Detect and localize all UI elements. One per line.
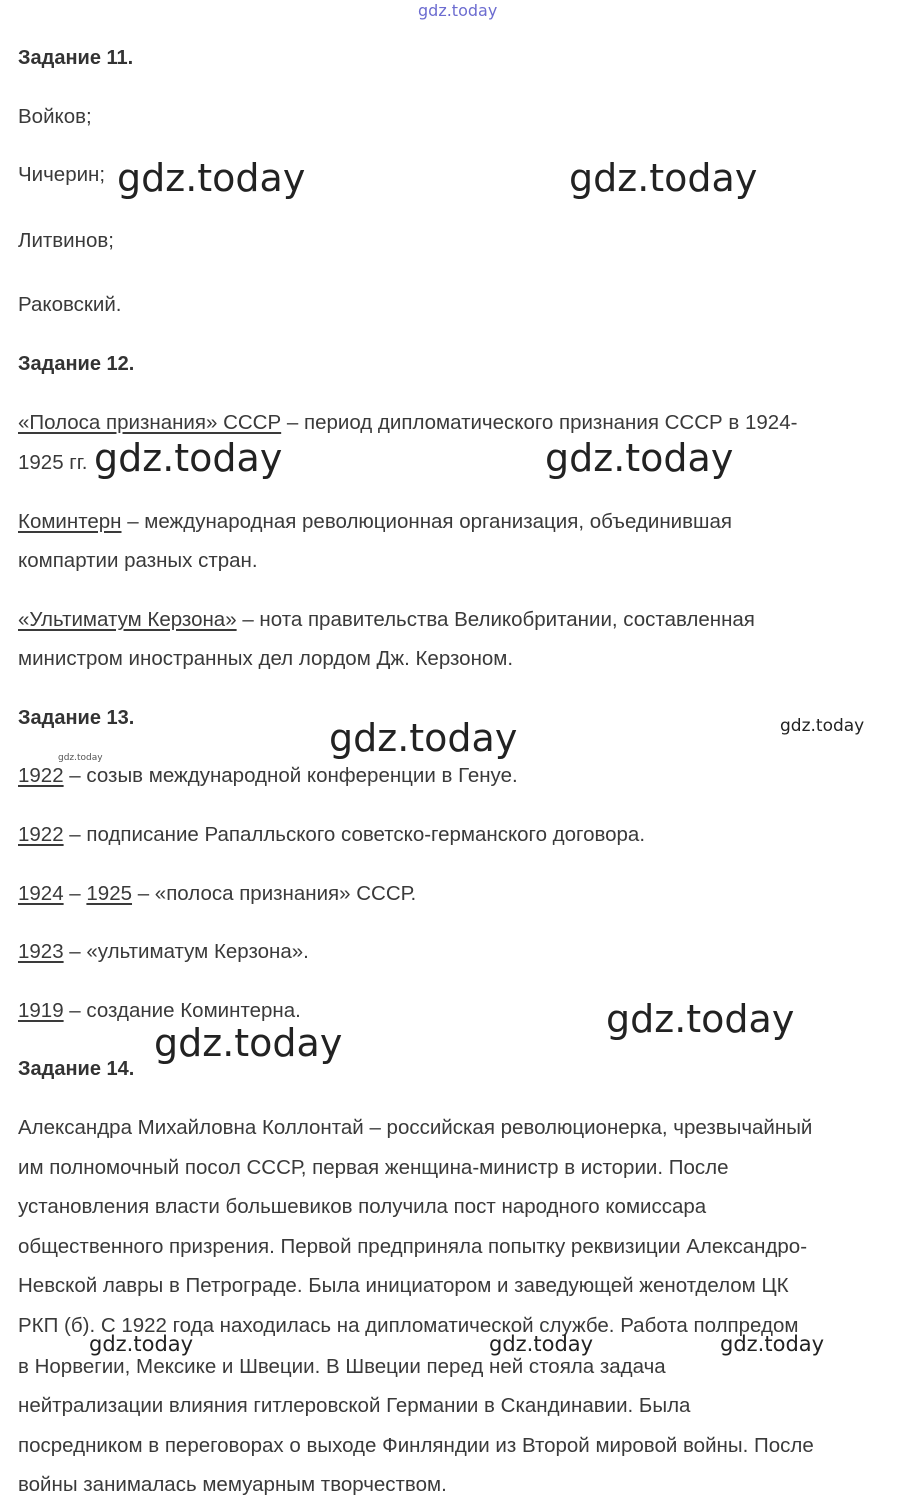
timeline-event — [18, 999, 301, 1023]
event-year-end: 1925 — [86, 882, 133, 905]
watermark: gdz.today — [117, 156, 306, 200]
watermark-top: gdz.today — [418, 1, 498, 20]
task-11-name: Войков; — [18, 105, 92, 128]
paragraph-line: в Норвегии, Мексике и Швеции. В Швеции перед ней стояла задача — [18, 1355, 666, 1378]
paragraph-line: РКП (б). С 1922 года находилась на дипломатической службе. Работа полпредом — [18, 1314, 799, 1337]
watermark: gdz.today — [489, 1332, 594, 1356]
event-text: – «полоса признания» СССР. — [132, 882, 417, 905]
definition-text: – нота правительства Великобритании, составленная — [236, 608, 755, 631]
watermark: gdz.today — [720, 1332, 825, 1356]
definition-term: Коминтерн — [18, 510, 122, 533]
paragraph-line: Невской лавры в Петрограде. Была инициатором и заведующей женотделом ЦК — [18, 1274, 789, 1297]
definition-text: – международная революционная организация, объединившая — [121, 510, 732, 533]
watermark: gdz.today — [606, 997, 795, 1041]
watermark: gdz.today — [154, 1021, 343, 1065]
watermark: gdz.today — [329, 716, 518, 760]
paragraph-line: посредником в переговорах о выходе Финляндии из Второй мировой войны. После — [18, 1434, 814, 1457]
watermark: gdz.today — [569, 156, 758, 200]
event-year: 1924 — [18, 882, 64, 905]
watermark: gdz.today — [58, 753, 103, 763]
task-11-name: Чичерин; — [18, 163, 106, 186]
event-year: 1919 — [18, 999, 64, 1022]
event-year: 1922 — [18, 764, 64, 787]
task-11-heading: Задание 11. — [18, 47, 134, 69]
definition-term: «Полоса признания» СССР — [18, 411, 282, 434]
event-text: – создание Коминтерна. — [63, 999, 301, 1022]
task-13-heading: Задание 13. — [18, 707, 135, 729]
definition-line — [18, 608, 755, 632]
event-text: – «ультиматум Керзона». — [63, 940, 309, 963]
definition-line: компартии разных стран. — [18, 549, 258, 572]
definition-line — [18, 411, 797, 435]
paragraph-line: им полномочный посол СССР, первая женщина-министр в истории. После — [18, 1156, 729, 1179]
watermark: gdz.today — [89, 1332, 194, 1356]
timeline-event — [18, 823, 645, 847]
task-12-heading: Задание 12. — [18, 353, 135, 375]
timeline-event — [18, 764, 518, 788]
event-text: – подписание Рапалльского советско-германского договора. — [63, 823, 646, 846]
definition-line: 1925 гг. — [18, 451, 88, 474]
paragraph-line: Александра Михайловна Коллонтай – российская революционерка, чрезвычайный — [18, 1116, 813, 1139]
task-11-name: Литвинов; — [18, 229, 114, 252]
task-11-name: Раковский. — [18, 293, 122, 316]
timeline-event — [18, 882, 416, 906]
watermark: gdz.today — [94, 436, 283, 480]
definition-text: – период дипломатического признания СССР в 1924- — [281, 411, 798, 434]
definition-line: министром иностранных дел лордом Дж. Керзоном. — [18, 647, 514, 670]
watermark: gdz.today — [545, 436, 734, 480]
definition-line — [18, 510, 732, 534]
event-dash: – — [63, 882, 87, 905]
definition-term: «Ультиматум Керзона» — [18, 608, 237, 631]
task-14-heading: Задание 14. — [18, 1058, 135, 1080]
paragraph-line: войны занималась мемуарным творчеством. — [18, 1473, 447, 1496]
paragraph-line: общественного призрения. Первой предприняла попытку реквизиции Александро- — [18, 1235, 808, 1258]
event-text: – созыв международной конференции в Генуе. — [63, 764, 518, 787]
paragraph-line: установления власти большевиков получила пост народного комиссара — [18, 1195, 707, 1218]
timeline-event — [18, 940, 309, 964]
event-year: 1922 — [18, 823, 64, 846]
paragraph-line: нейтрализации влияния гитлеровской Германии в Скандинавии. Была — [18, 1394, 691, 1417]
event-year: 1923 — [18, 940, 64, 963]
watermark: gdz.today — [780, 716, 865, 736]
